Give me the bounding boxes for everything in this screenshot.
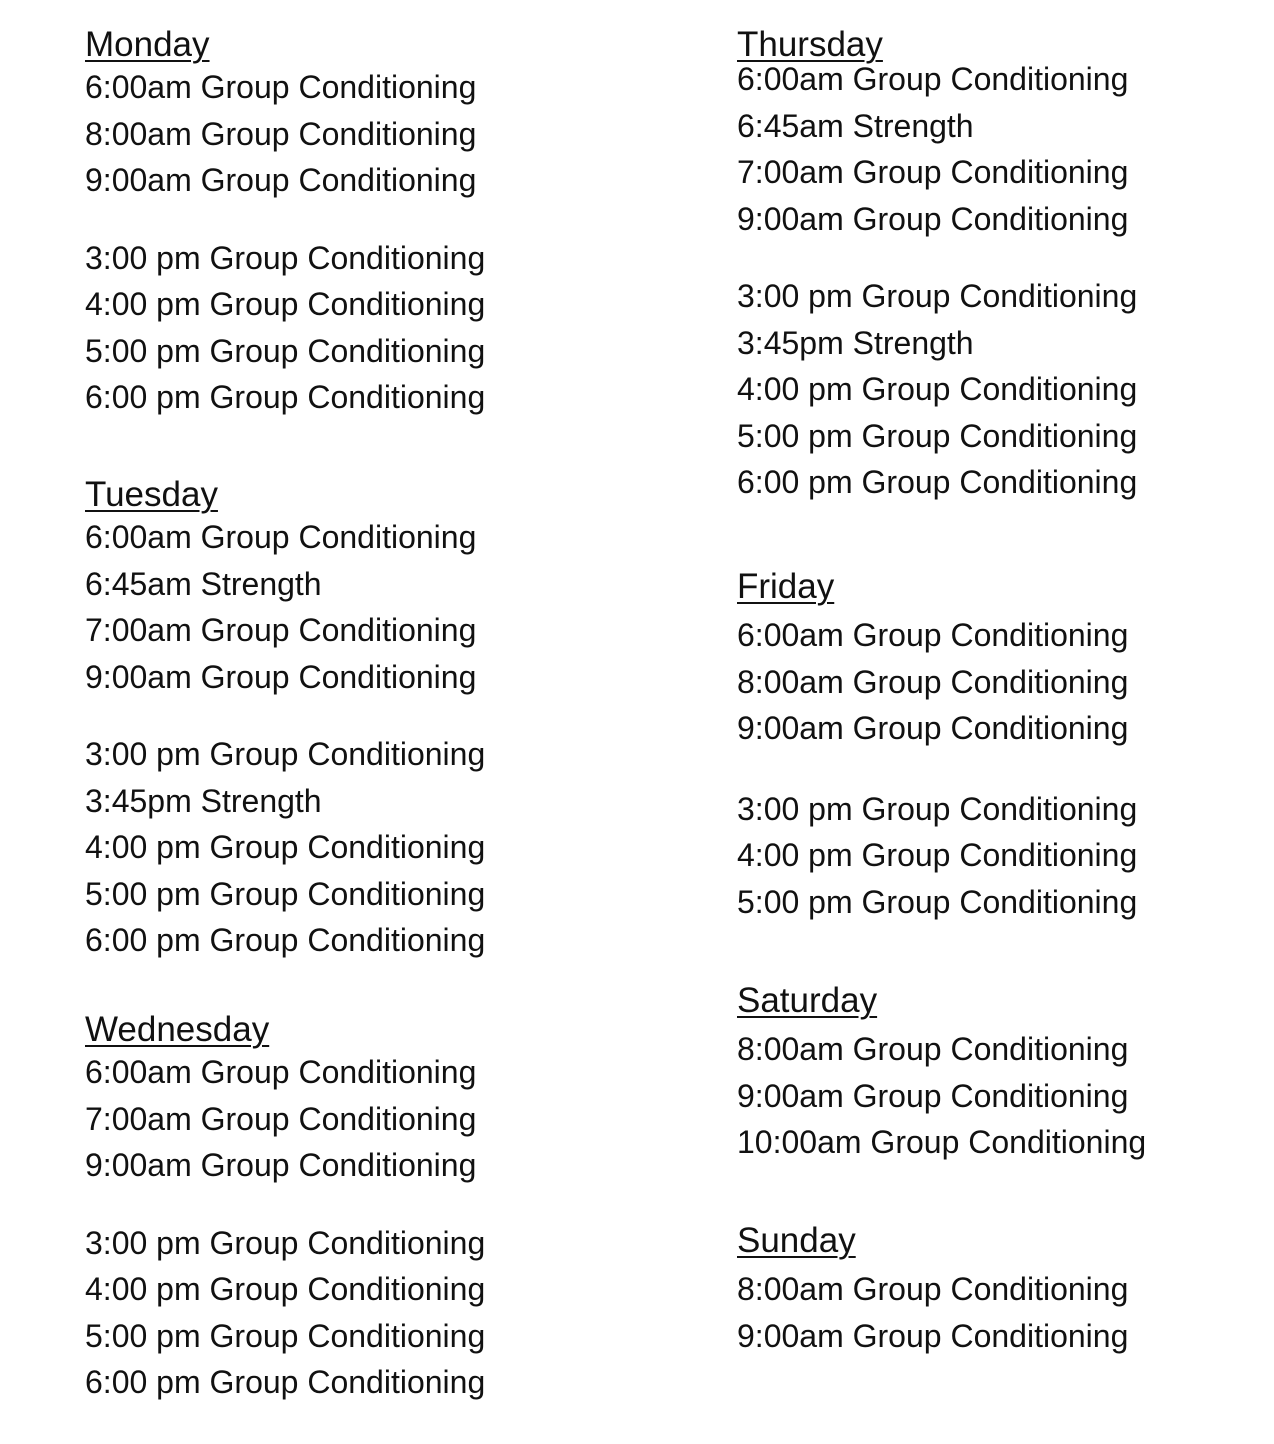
- friday-morning-classes: [737, 612, 1137, 752]
- class-entry: 9:00am Group Conditioning: [737, 200, 1129, 237]
- thursday-afternoon-classes: [737, 273, 1137, 506]
- class-entry: 4:00 pm Group Conditioning: [85, 829, 486, 865]
- class-entry: 6:00 pm Group Conditioning: [85, 922, 486, 958]
- class-entry: 6:45am Strength: [85, 565, 322, 602]
- class-entry: 3:00 pm Group Conditioning: [737, 790, 1138, 827]
- class-entry: 6:00am Group Conditioning: [85, 69, 477, 105]
- class-entry: 4:00 pm Group Conditioning: [85, 1271, 486, 1307]
- class-entry: 6:45am Strength: [737, 107, 974, 144]
- class-entry: 8:00am Group Conditioning: [737, 663, 1129, 700]
- class-entry: 4:00 pm Group Conditioning: [737, 837, 1138, 873]
- monday-morning-classes: [85, 64, 485, 204]
- class-entry: 3:00 pm Group Conditioning: [85, 239, 486, 276]
- class-entry: 5:00 pm Group Conditioning: [85, 332, 486, 369]
- day-title-monday: Monday: [85, 25, 210, 64]
- day-title-saturday: Saturday: [737, 981, 878, 1020]
- day-title-thursday: Thursday: [737, 25, 883, 64]
- class-entry: 4:00 pm Group Conditioning: [737, 371, 1138, 407]
- class-entry: 5:00 pm Group Conditioning: [85, 875, 486, 912]
- sunday-classes: [737, 1266, 1128, 1359]
- day-thursday: [737, 26, 1137, 506]
- day-title-friday: Friday: [737, 567, 835, 606]
- day-title-tuesday: Tuesday: [85, 475, 218, 514]
- day-wednesday: [85, 1011, 485, 1406]
- day-title-sunday: Sunday: [737, 1221, 856, 1260]
- class-entry: 7:00am Group Conditioning: [85, 612, 477, 648]
- class-entry: 7:00am Group Conditioning: [737, 154, 1129, 190]
- class-entry: 5:00 pm Group Conditioning: [737, 883, 1138, 920]
- class-entry: 6:00am Group Conditioning: [737, 61, 1129, 97]
- class-entry: 6:00am Group Conditioning: [85, 519, 477, 555]
- class-entry: 6:00 pm Group Conditioning: [85, 379, 486, 415]
- class-entry: 10:00am Group Conditioning: [737, 1124, 1147, 1160]
- class-entry: 8:00am Group Conditioning: [737, 1271, 1129, 1307]
- class-entry: 3:00 pm Group Conditioning: [85, 1224, 486, 1261]
- day-saturday: [737, 982, 1146, 1166]
- class-entry: 5:00 pm Group Conditioning: [737, 417, 1138, 454]
- class-entry: 9:00am Group Conditioning: [85, 162, 477, 198]
- class-entry: 9:00am Group Conditioning: [737, 1077, 1129, 1114]
- tuesday-afternoon-classes: [85, 731, 485, 964]
- class-entry: 3:00 pm Group Conditioning: [737, 278, 1138, 314]
- class-entry: 3:00 pm Group Conditioning: [85, 736, 486, 772]
- class-entry: 6:00am Group Conditioning: [737, 617, 1129, 653]
- friday-afternoon-classes: [737, 786, 1137, 926]
- class-entry: 4:00 pm Group Conditioning: [85, 286, 486, 322]
- day-monday: [85, 26, 485, 421]
- class-entry: 8:00am Group Conditioning: [85, 115, 477, 152]
- class-entry: 9:00am Group Conditioning: [85, 1147, 477, 1183]
- tuesday-morning-classes: [85, 514, 485, 700]
- class-entry: 7:00am Group Conditioning: [85, 1100, 477, 1137]
- class-entry: 9:00am Group Conditioning: [737, 1317, 1129, 1354]
- day-sunday: [737, 1222, 1128, 1359]
- monday-afternoon-classes: [85, 235, 485, 421]
- class-entry: 9:00am Group Conditioning: [85, 658, 477, 695]
- thursday-morning-classes: [737, 56, 1137, 242]
- class-entry: 5:00 pm Group Conditioning: [85, 1317, 486, 1354]
- class-entry: 6:00am Group Conditioning: [85, 1054, 477, 1090]
- day-tuesday: [85, 476, 485, 964]
- class-entry: 9:00am Group Conditioning: [737, 710, 1129, 746]
- class-entry: 3:45pm Strength: [737, 324, 974, 361]
- wednesday-morning-classes: [85, 1049, 485, 1189]
- wednesday-afternoon-classes: [85, 1220, 485, 1406]
- class-entry: 6:00 pm Group Conditioning: [737, 464, 1138, 500]
- day-friday: [737, 568, 1137, 925]
- day-title-wednesday: Wednesday: [85, 1010, 270, 1049]
- class-entry: 6:00 pm Group Conditioning: [85, 1364, 486, 1400]
- class-entry: 3:45pm Strength: [85, 782, 322, 819]
- saturday-classes: [737, 1026, 1146, 1166]
- class-entry: 8:00am Group Conditioning: [737, 1031, 1129, 1067]
